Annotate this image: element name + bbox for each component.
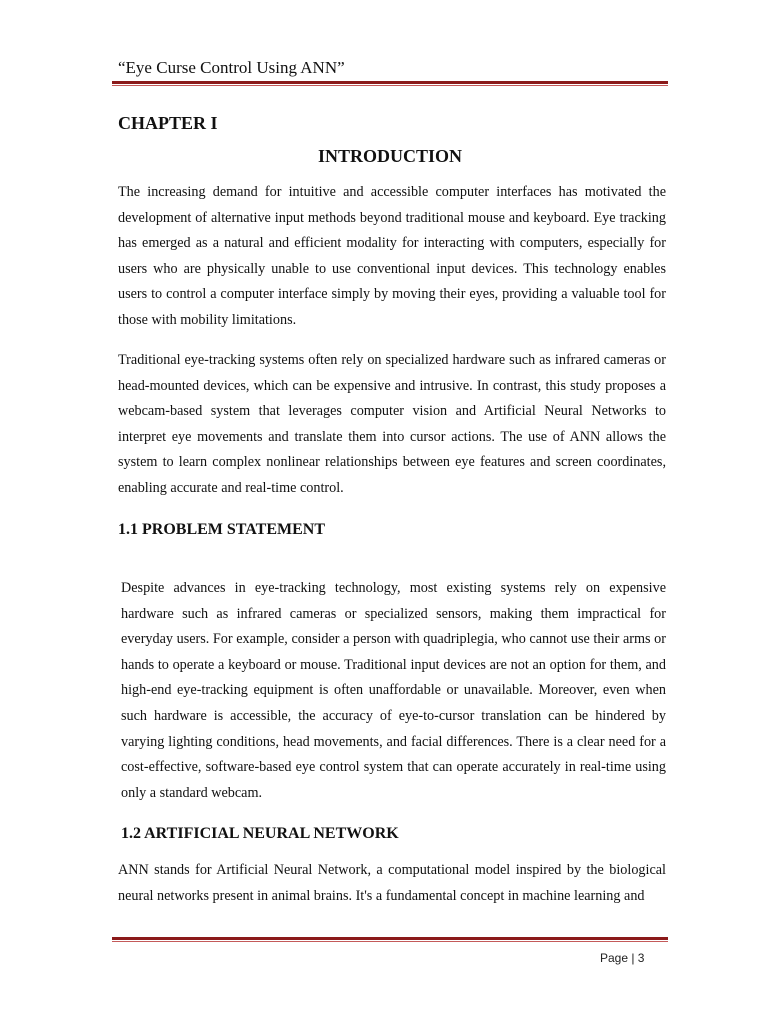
header-rule-light-line	[112, 85, 668, 86]
footer-rule	[112, 937, 668, 942]
section-heading-problem-statement: 1.1 PROBLEM STATEMENT	[118, 521, 325, 538]
footer-rule-light-line	[112, 941, 668, 942]
intro-paragraph-2: Traditional eye-tracking systems often rely on specialized hardware such as infrared cameras or head-mounted devices, which can be expensive and intrusive. In contrast, this study proposes a webcam-based system that leverages computer vision and Artificial Neural Networks to interpret eye movements and translate them into cursor actions. The use of ANN allows the system to learn complex nonlinear relationships between eye features and screen coordinates, enabling accurate and real-time control.	[118, 352, 666, 496]
header-rule-dark-line	[112, 81, 668, 84]
ann-paragraph: ANN stands for Artificial Neural Network, a computational model inspired by the biological neural networks present in animal brains. It's a fundamental concept in machine learning and	[118, 862, 666, 904]
chapter-title: INTRODUCTION	[317, 146, 463, 166]
running-header-title: “Eye Curse Control Using ANN”	[118, 58, 345, 77]
problem-statement-paragraph: Despite advances in eye-tracking technology, most existing systems rely on expensive hardware such as infrared cameras or specialized sensors, making them impractical for everyday users. For example, consider a person with quadriplegia, who cannot use their arms or hands to operate a keyboard or mouse. Traditional input devices are not an option for them, and high-end eye-tracking equipment is often unaffordable or unavailable. Moreover, even when such hardware is accessible, the accuracy of eye-to-cursor translation can be hindered by varying lighting conditions, head movements, and facial differences. There is a clear need for a cost-effective, software-based eye control system that can operate accurately in real-time using only a standard webcam.	[121, 580, 666, 801]
chapter-label: CHAPTER I	[118, 113, 218, 133]
section-heading-artificial-neural-network: 1.2 ARTIFICIAL NEURAL NETWORK	[121, 825, 399, 842]
header-rule	[112, 81, 668, 86]
intro-paragraph-1: The increasing demand for intuitive and accessible computer interfaces has motivated the development of alternative input methods beyond traditional mouse and keyboard. Eye tracking has emerged as a natural and efficient modality for interacting with computers, especially for users who are physically unable to use conventional input devices. This technology enables users to control a computer interface simply by moving their eyes, providing a valuable tool for those with mobility limitations.	[118, 184, 666, 328]
page-number: Page | 3	[600, 951, 645, 965]
footer-rule-dark-line	[112, 937, 668, 940]
